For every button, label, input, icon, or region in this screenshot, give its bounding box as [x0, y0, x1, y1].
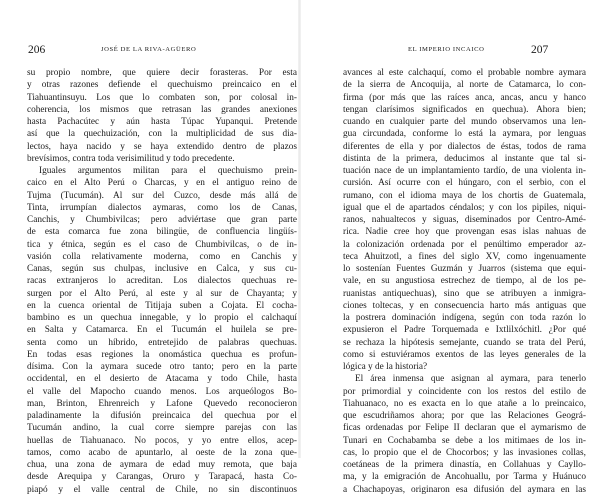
text-line: vale, en su angustiosa estrechez de tiempo, al de los pe-: [343, 276, 586, 287]
text-line: El área inmensa que asignan al aymara, para tenerlo: [355, 374, 586, 385]
text-line: su propio nombre, que quiere decir forasteras. Por esta: [27, 68, 297, 78]
text-line: Canas, según sus chulpas, inclusive en Calca, y sus cu-: [27, 264, 297, 274]
text-line: Tinta, irrumpían dialectos aymaras, como los de Canas,: [27, 202, 297, 213]
text-line: así que la quechuización, con la multiplicidad de sus dia-: [27, 129, 297, 140]
text-line: ruanistas antiquechuas), sino que se atribuyen a inmigra-: [343, 288, 586, 299]
page-number-left: 206: [28, 44, 46, 56]
text-line: caico en el Alto Perú o Charcas, y en el antiguo reino de: [27, 178, 297, 189]
text-line: cuando en cualquier parte del mundo observamos una len-: [343, 117, 586, 127]
running-head-left: JOSÉ DE LA RIVA-AGÜERO: [101, 46, 197, 53]
text-line: hasta Pachacútec y aún hasta Túpac Yupanqui. Pretende: [27, 117, 297, 127]
text-line: igual que el de apartados céndalos; y con los pipiles, niqui-: [343, 202, 586, 213]
text-line: tica y étnica, según es el caso de Chumbivilcas, o de in-: [27, 239, 297, 250]
text-line: Tunari en Cochabamba se debe a los mitimaes de los in-: [343, 435, 586, 446]
text-line: Tiahuantinsuyu. Los que lo combaten son, por colosal in-: [27, 92, 297, 103]
text-line: En todas esas regiones la onomástica quechua es profun-: [27, 349, 297, 360]
text-line: que escudriñamos ahora; por que las Relaciones Geográ-: [343, 411, 586, 421]
left-page-body: [27, 67, 297, 496]
text-line: lectos, haya nacido y se haya extendido dentro de plazos: [27, 141, 297, 152]
text-line: coetáneas de la primera dinastía, en Collahuas y Cayllo-: [343, 460, 586, 470]
text-line: se rechaza la hipótesis semejante, cuando se trata del Perú,: [343, 337, 586, 348]
text-line: cas, lo propio que el de Chocorbos; y las invasiones collas,: [343, 447, 586, 458]
left-page: [0, 0, 300, 495]
text-line: de la sierra de Ancoquija, al norte de Catamarca, lo con-: [343, 80, 586, 91]
text-line: avances al este calchaquí, como el probable nombre aymara: [343, 68, 586, 78]
text-line: bambino es un quechua innegable, y lo propio el calchaquí: [27, 313, 297, 323]
text-line: expusieron el Padre Torquemada e Ixtlilxóchitl. ¿Por qué: [343, 325, 586, 336]
text-line: por primordial y coincidente con los restos del estilo de: [343, 386, 586, 397]
page-number-right: 207: [531, 44, 549, 56]
text-line: desde Arequipa y Carangas, Oruro y Tarapacá, hasta Co-: [27, 472, 297, 483]
text-line: man, Brinton, Ehrenreich y Lafone Quevedo reconocieron: [27, 398, 297, 409]
text-line: Tujma (Tucumán). Al sur del Cuzco, desde más allá de: [27, 190, 297, 201]
text-line: racas extranjeros lo acreditan. Los dialectos quechuas re-: [27, 276, 297, 287]
text-line: chua, una zona de aymara de edad muy remota, que baja: [27, 460, 297, 470]
text-line: de esta comarca fue zona bilingüe, de confluencia lingüís-: [27, 227, 297, 238]
text-line: ficas ordenadas por Felipe II declaran que el aymarismo de: [343, 423, 586, 434]
text-line: rica. Nadie cree hoy que provengan esas islas nahuas de: [343, 227, 586, 238]
text-line: y otras razones defiende el quechuismo preincaico en el: [27, 80, 297, 91]
text-line: tamos, como acabo de apuntarlo, al oeste de la zona que-: [27, 447, 297, 458]
text-line: lo sostenían Fuentes Guzmán y Juarros (sistema que equi-: [343, 264, 586, 274]
text-line: a Chachapoyas, originaron esa difusión del aymara en las: [343, 484, 586, 495]
text-line: surgen por el Alto Perú, al este y al sur de Chayanta; y: [27, 288, 297, 299]
text-line: huellas de Tiahuanaco. No pocos, y yo entre ellos, acep-: [27, 435, 297, 446]
text-line: Tiahuanaco, no es exacta en lo que atañe a lo preincaico,: [343, 398, 586, 409]
text-line: lógica y de la historia?: [343, 362, 428, 372]
text-line: vasión colla relativamente moderna, como en Canchis y: [27, 251, 297, 262]
text-line: tengan clarísimos significados en quechua). Ahora bien;: [343, 104, 586, 115]
text-line: ranos, nahualtecos y siguas, diseminados por Centro-Amé-: [343, 215, 586, 225]
text-line: cursión. Así ocurre con el húngaro, con el serbio, con el: [343, 178, 586, 189]
text-line: en la cuenca oriental de Titijaja suben a Cojata. El cocha-: [27, 300, 297, 311]
text-line: teca Ahuitzotl, a fines del siglo XV, como ingenuamente: [343, 251, 586, 262]
text-line: brevísimos, contra toda verisimilitud y todo precedente.: [27, 153, 235, 164]
text-line: piapó y el valle central de Chile, no sin discontinuos: [27, 484, 297, 495]
text-line: ma, y la emigración de Ancohuallu, por Tarma y Huánuco: [343, 472, 586, 483]
text-line: paladinamente la difusión preincaica del quechua por el: [27, 411, 297, 421]
text-line: Iguales argumentos militan para el quechuismo prein-: [39, 166, 297, 176]
text-line: Tucumán andino, la cual corre siempre parejas con las: [27, 423, 297, 434]
text-line: firma (por más que las raíces anca, ancas, ancu y hanco: [343, 92, 586, 103]
right-page-body: [343, 67, 586, 496]
text-line: ciones toltecas, y en consecuencia harto más antiguas que: [343, 300, 586, 311]
text-line: rumano, con el idioma maya de los chortis de Guatemala,: [343, 190, 586, 201]
text-line: el valle del Mapocho cuando menos. Los arqueólogos Bo-: [27, 386, 297, 397]
text-line: occidental, en el desierto de Atacama y todo Chile, hasta: [27, 374, 297, 385]
right-page: [300, 0, 600, 495]
running-head-right: EL IMPERIO INCAICO: [408, 46, 485, 53]
text-line: en Salta y Catamarca. En el Tucumán el huilela se pre-: [27, 325, 297, 336]
text-line: gua circundada, conforme lo está la aymara, por lenguas: [343, 129, 586, 140]
text-line: senta como un híbrido, entretejido de palabras quechuas.: [27, 337, 297, 348]
text-line: diferentes de ella y por dialectos de éstas, todos de rama: [343, 141, 586, 152]
text-line: como si estuviéramos exentos de las leyes generales de la: [343, 349, 586, 360]
text-line: la colonización ordenada por el penúltimo emperador az-: [343, 239, 586, 250]
text-line: la postrera dominación indígena, según con toda razón lo: [343, 313, 586, 323]
text-line: Canchis, y Chumbivilcas; pero adviértase que gran parte: [27, 215, 297, 225]
text-line: distinta de la primera, deducimos al instante que tal si-: [343, 153, 586, 164]
text-line: tuación nace de un implantamiento tardío, de una violenta in-: [343, 166, 586, 176]
text-line: coherencia, los mismos que retrasan las grandes anexiones: [27, 104, 297, 115]
text-line: dísima. Con la aymara sucede otro tanto; pero en la parte: [27, 362, 297, 372]
